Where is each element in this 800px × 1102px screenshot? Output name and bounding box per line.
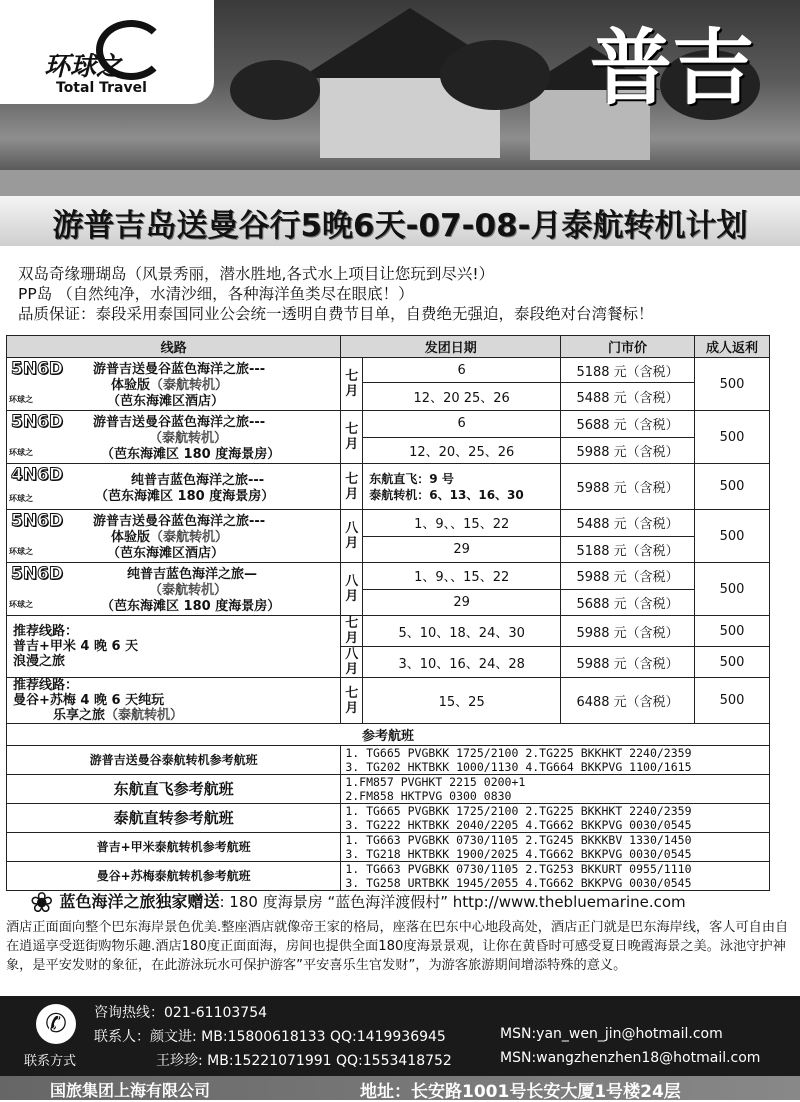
price-cell: 5988 元（含税） xyxy=(561,647,695,678)
flight-row xyxy=(7,804,770,833)
flight-lines xyxy=(341,804,770,833)
flight-lines xyxy=(341,746,770,775)
rebate-cell: 500 xyxy=(695,464,770,510)
brand-title: 普吉 xyxy=(590,20,755,116)
route-tag: 5N6D xyxy=(11,511,63,531)
flight-row xyxy=(7,746,770,775)
intro-line: 双岛奇缘珊瑚岛（风景秀丽，潜水胜地,各式水上项目让您玩到尽兴!） xyxy=(18,265,495,283)
month-cell: 七月 xyxy=(341,411,363,464)
month-cell: 七月 xyxy=(341,616,363,647)
route-transfer-tag: （泰航转机） xyxy=(149,431,228,446)
date-transfer: 泰航转机：6、13、16、30 xyxy=(369,487,524,502)
route-line3: （芭东海滩区酒店） xyxy=(107,546,225,561)
price-cell: 5988 元（含税） xyxy=(561,437,695,464)
price-cell: 5988 元（含税） xyxy=(561,616,695,647)
flights-header-row xyxy=(7,724,770,746)
date-cell: 29 xyxy=(363,589,561,616)
route-line1: 纯普吉蓝色海洋之旅— xyxy=(127,567,258,582)
flight-name: 曼谷+苏梅泰航转机参考航班 xyxy=(7,862,341,891)
hotel-description: 酒店正面面向整个巴东海岸景色优美.整座酒店就像帝王家的格局，座落在巴东中心地段高处，酒店正门就是巴东海岸线，客人可自由自在逍遥享受逛街购物乐趣.酒店180度正面面海，房间也提供全面180度海景景观，让你在黄昏时可感受夏日晚霞海景之美。泳池守护神象，是平安发财的象征，在此游泳玩水可保护游客”平安喜乐生官发财”，为游客旅游期间增添特殊的意义。 xyxy=(6,920,789,973)
date-cell: 29 xyxy=(363,536,561,563)
flight-row xyxy=(7,775,770,804)
route-cell xyxy=(7,358,341,411)
price-cell: 5688 元（含税） xyxy=(561,589,695,616)
route-line1: 游普吉送曼谷蓝色海洋之旅--- xyxy=(93,415,266,430)
flight-line: 1. TG665 PVGBKK 1725/2100 2.TG225 BKKHKT 2240/2359 xyxy=(345,746,692,760)
route-line2 xyxy=(11,431,340,447)
intro-line: 品质保证：泰段采用泰国同业公会统一透明自费节目单，自费绝无强迫，泰段绝对台湾餐标！ xyxy=(18,305,654,323)
flight-line: 3. TG218 HKTBKK 1900/2025 4.TG662 BKKPVG 0030/0545 xyxy=(345,847,692,861)
hotline: 咨询热线：021-61103754 xyxy=(94,1005,268,1021)
mini-logo: 环球之 xyxy=(9,494,33,503)
rebate-cell: 500 xyxy=(695,647,770,678)
contact-msn-2: MSN:wangzhenzhen18@hotmail.com xyxy=(500,1050,761,1066)
route-line3: （芭东海滩区酒店） xyxy=(107,394,225,409)
mini-logo: 环球之 xyxy=(9,448,33,457)
logo-cn: 环球之 xyxy=(44,52,123,82)
flower-icon: ❀ xyxy=(30,886,54,919)
month-cell: 七月 xyxy=(341,678,363,724)
date-cell: 12、20 25、26 xyxy=(363,383,561,411)
itinerary-table xyxy=(6,335,770,891)
route-cell xyxy=(7,563,341,616)
recommended-route-cell xyxy=(7,678,341,724)
route-cell xyxy=(7,510,341,563)
route-line1: 游普吉送曼谷蓝色海洋之旅--- xyxy=(93,514,266,529)
flight-lines xyxy=(341,833,770,862)
mini-logo: 环球之 xyxy=(9,600,33,609)
company-address: 地址：长安路1001号长安大厦1号楼24层 xyxy=(360,1082,681,1102)
flight-line: 3. TG258 URTBKK 1945/2055 4.TG662 BKKPVG 0030/0545 xyxy=(345,876,692,890)
date-cell xyxy=(363,464,561,510)
route-line2 xyxy=(11,530,340,546)
route-tag: 5N6D xyxy=(11,359,63,379)
flight-line: 1. TG663 PVGBKK 0730/1105 2.TG253 BKKURT 0955/1110 xyxy=(345,862,692,876)
table-header xyxy=(7,336,770,358)
date-cell: 1、9、、15、22 xyxy=(363,510,561,537)
logo-en: Total Travel xyxy=(56,80,147,96)
mini-logo: 环球之 xyxy=(9,395,33,404)
table-row xyxy=(7,411,770,438)
company-name: 国旅集团上海有限公司 xyxy=(50,1081,211,1100)
pool xyxy=(0,170,800,198)
palm-tree xyxy=(230,60,320,120)
rec-name: 曼谷+苏梅 4 晚 6 天纯玩 xyxy=(13,693,165,708)
route-cell xyxy=(7,411,341,464)
date-cell: 6 xyxy=(363,411,561,438)
phone-icon: ✆ xyxy=(36,1004,76,1044)
month-cell: 八月 xyxy=(341,563,363,616)
date-direct: 东航直飞：9 号 xyxy=(369,471,454,486)
route-tag: 4N6D xyxy=(11,465,63,485)
route-line1: 游普吉送曼谷蓝色海洋之旅--- xyxy=(93,362,266,377)
rec-sub-line xyxy=(13,708,340,723)
rebate-cell: 500 xyxy=(695,510,770,563)
route-line1: 纯普吉蓝色海洋之旅--- xyxy=(131,472,265,488)
table-row xyxy=(7,510,770,537)
route-tag: 5N6D xyxy=(11,412,63,432)
route-line3: （芭东海滩区 180 度海景房） xyxy=(101,599,281,614)
recommended-route-cell xyxy=(7,616,341,678)
table-row xyxy=(7,464,770,510)
route-tag: 5N6D xyxy=(11,564,63,584)
contact-label: 联系方式 xyxy=(24,1054,77,1069)
date-cell: 5、10、18、24、30 xyxy=(363,616,561,647)
rec-sub: 浪漫之旅 xyxy=(13,654,66,669)
date-cell: 1、9、、15、22 xyxy=(363,563,561,590)
gift-label: 蓝色海洋之旅独家赠送 xyxy=(59,892,220,911)
price-cell: 5188 元（含税） xyxy=(561,536,695,563)
price-cell: 5988 元（含税） xyxy=(561,563,695,590)
rebate-cell: 500 xyxy=(695,358,770,411)
flight-line: 1. TG663 PVGBKK 0730/1105 2.TG245 BKKKBV 1330/1450 xyxy=(345,833,692,847)
price-cell: 6488 元（含税） xyxy=(561,678,695,724)
route-transfer-tag: （泰航转机） xyxy=(149,583,228,598)
flight-line: 1. TG665 PVGBKK 1725/2100 2.TG225 BKKHKT 2240/2359 xyxy=(345,804,692,818)
month-cell: 八月 xyxy=(341,647,363,678)
month-cell: 七月 xyxy=(341,464,363,510)
price-cell: 5488 元（含税） xyxy=(561,383,695,411)
flight-row xyxy=(7,833,770,862)
table-row xyxy=(7,563,770,590)
rebate-cell: 500 xyxy=(695,563,770,616)
month-cell: 七月 xyxy=(341,358,363,411)
contact-msn-1: MSN:yan_wen_jin@hotmail.com xyxy=(500,1026,723,1042)
route-line2 xyxy=(11,583,340,599)
flight-name: 泰航直转参考航班 xyxy=(7,804,341,833)
mini-logo: 环球之 xyxy=(9,547,33,556)
flight-line: 1.FM857 PVGHKT 2215 0200+1 xyxy=(345,775,526,789)
price-cell: 5488 元（含税） xyxy=(561,510,695,537)
palm-tree xyxy=(440,40,550,110)
gift-text: : 180 度海景房 “蓝色海洋渡假村” http://www.thebluemarine.com xyxy=(219,893,686,911)
col-price: 门市价 xyxy=(561,336,695,358)
flight-name: 普吉+甲米泰航转机参考航班 xyxy=(7,833,341,862)
route-line3: （芭东海滩区 180 度海景房） xyxy=(101,447,281,462)
intro-line: PP岛 （自然纯净，水清沙细，各种海洋鱼类尽在眼底！） xyxy=(18,285,414,303)
price-cell: 5188 元（含税） xyxy=(561,358,695,383)
flights-header: 参考航班 xyxy=(7,724,770,746)
table-row xyxy=(7,678,770,724)
route-line2 xyxy=(11,378,340,394)
flight-name: 东航直飞参考航班 xyxy=(7,775,341,804)
flight-line: 2.FM858 HKTPVG 0300 0830 xyxy=(345,789,512,803)
price-cell: 5688 元（含税） xyxy=(561,411,695,438)
logo xyxy=(0,0,214,104)
route-version: 体验版 xyxy=(111,530,151,545)
date-cell: 12、20、25、26 xyxy=(363,437,561,464)
gift-line xyxy=(30,886,790,919)
route-transfer-tag: （泰航转机） xyxy=(150,378,229,393)
date-cell: 3、10、16、24、28 xyxy=(363,647,561,678)
flight-lines xyxy=(341,775,770,804)
price-cell: 5988 元（含税） xyxy=(561,464,695,510)
page-title: 游普吉岛送曼谷行5晚6天-07-08-月泰航转机计划 xyxy=(52,208,748,244)
intro xyxy=(18,264,798,324)
col-rebate: 成人返利 xyxy=(695,336,770,358)
rebate-cell: 500 xyxy=(695,616,770,647)
route-version: 体验版 xyxy=(111,378,151,393)
flight-line: 3. TG222 HKTBKK 2040/2205 4.TG662 BKKPVG 0030/0545 xyxy=(345,818,692,832)
contact-person-1: 联系人：颜文进: MB:15800618133 QQ:1419936945 xyxy=(94,1029,446,1045)
route-transfer-tag: （泰航转机） xyxy=(150,530,229,545)
rec-name: 普吉+甲米 4 晚 6 天 xyxy=(13,639,139,654)
route-line3: （芭东海滩区 180 度海景房） xyxy=(95,488,275,504)
contact-person-2: 王珍珍: MB:15221071991 QQ:1553418752 xyxy=(156,1053,452,1069)
route-cell xyxy=(7,464,341,510)
col-date: 发团日期 xyxy=(341,336,561,358)
rec-label: 推荐线路： xyxy=(13,624,79,639)
table-row xyxy=(7,616,770,647)
flight-line: 3. TG202 HKTBKK 1000/1130 4.TG664 BKKPVG 1100/1615 xyxy=(345,760,692,774)
rec-transfer-tag: （泰航转机） xyxy=(105,708,184,723)
date-cell: 6 xyxy=(363,358,561,383)
footer xyxy=(0,1076,800,1100)
date-cell: 15、25 xyxy=(363,678,561,724)
col-route: 线路 xyxy=(7,336,341,358)
rec-label: 推荐线路： xyxy=(13,678,79,693)
rebate-cell: 500 xyxy=(695,678,770,724)
rec-sub: 乐享之旅 xyxy=(53,708,106,723)
contact-bar xyxy=(0,996,800,1076)
table-row xyxy=(7,358,770,383)
rebate-cell: 500 xyxy=(695,411,770,464)
month-cell: 八月 xyxy=(341,510,363,563)
flight-name: 游普吉送曼谷泰航转机参考航班 xyxy=(7,746,341,775)
